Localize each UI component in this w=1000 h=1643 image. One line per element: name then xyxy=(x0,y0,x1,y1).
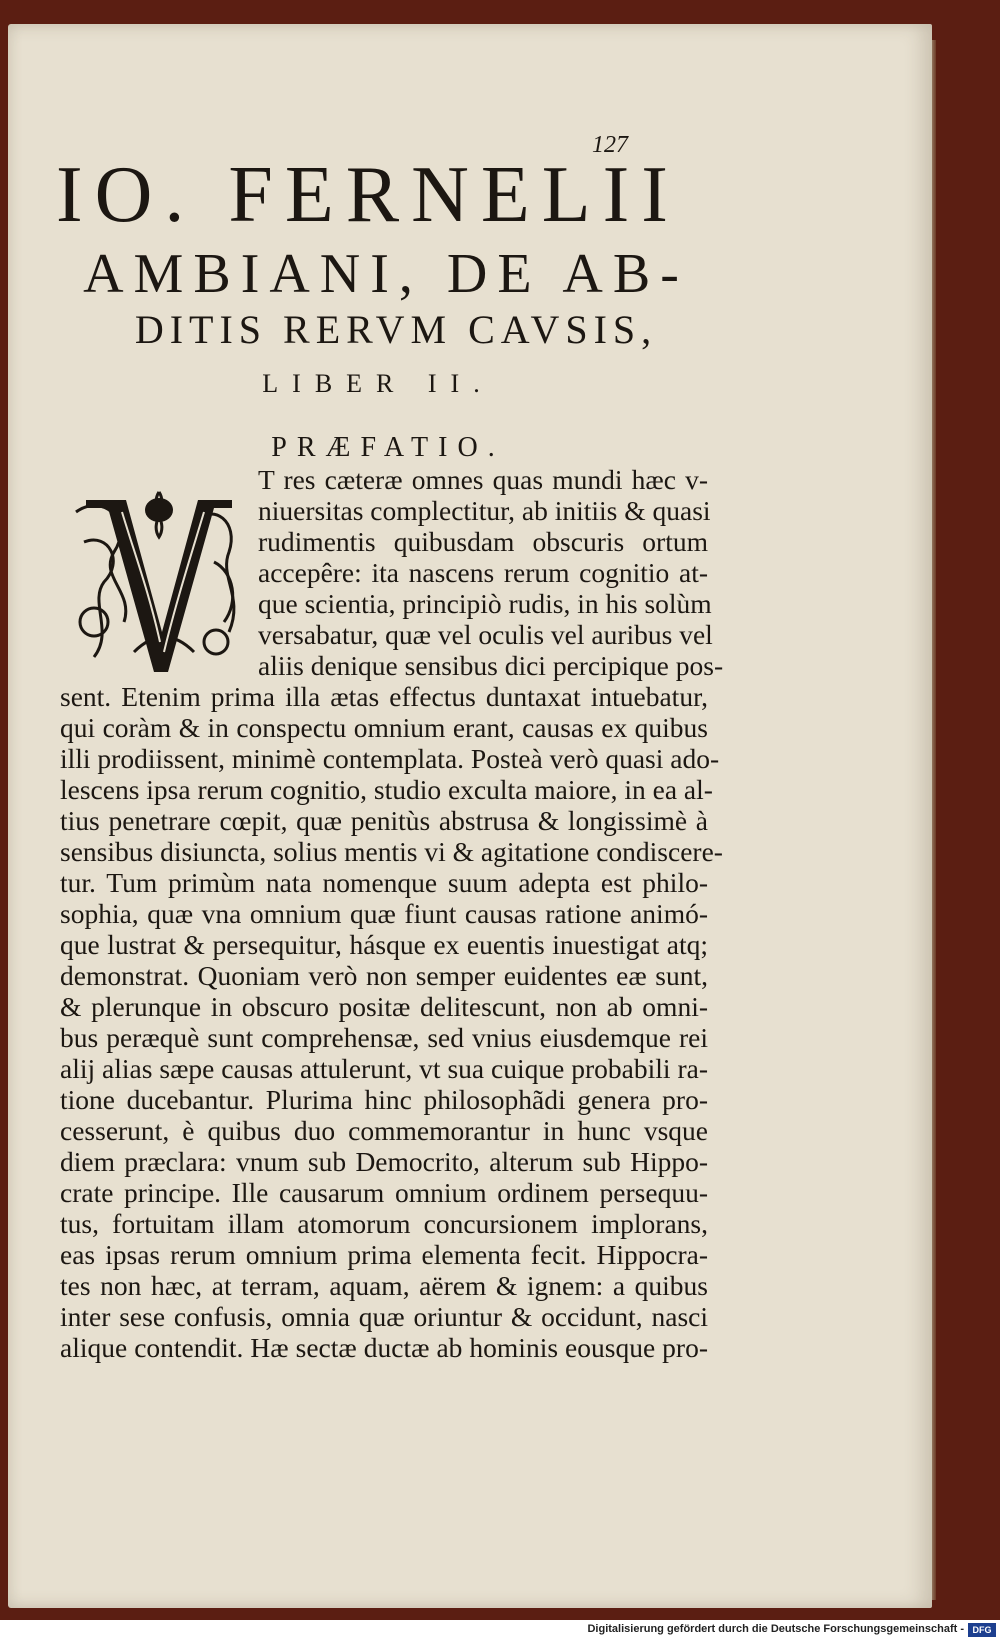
body-line: lescens ipsa rerum cognitio, studio exculta maiore, in ea al- xyxy=(60,774,713,805)
body-line: diem præclara: vnum sub Democrito, alterum sub Hippo- xyxy=(60,1146,708,1177)
body-line: illi prodiissent, minimè contemplata. Posteà verò quasi ado- xyxy=(60,743,720,774)
title-line-2: AMBIANI, DE AB- xyxy=(83,243,689,305)
body-line: crate principe. Ille causarum omnium ordinem persequu- xyxy=(60,1177,708,1208)
funding-notice: Digitalisierung gefördert durch die Deutsche Forschungsgemeinschaft - xyxy=(587,1623,964,1635)
body-line: eas ipsas rerum omnium prima elementa fecit. Hippocra- xyxy=(60,1239,708,1270)
body-line: & plerunque in obscuro positæ delitescunt, non ab omni- xyxy=(60,991,708,1022)
body-line: aliis denique sensibus dici percipique pos- xyxy=(258,650,724,681)
body-line: sensibus disiuncta, solius mentis vi & agitatione condiscere- xyxy=(60,836,723,867)
body-line: cesserunt, è quibus duo commemorantur in hunc vsque xyxy=(60,1115,708,1146)
book-page xyxy=(8,24,932,1608)
body-line: sent. Etenim prima illa ætas effectus duntaxat intuebatur, xyxy=(60,681,708,712)
decorated-initial-v xyxy=(64,482,250,682)
title-line-1: IO. FERNELII xyxy=(56,151,680,239)
body-line: rudimentis quibusdam obscuris ortum xyxy=(258,526,708,557)
body-line: que lustrat & persequitur, hásque ex euentis inuestigat atq; xyxy=(60,929,708,960)
body-line: versabatur, quæ vel oculis vel auribus vel xyxy=(258,619,713,650)
section-heading: PRÆFATIO. xyxy=(271,432,505,463)
body-line: accepêre: ita nascens rerum cognitio at- xyxy=(258,557,708,588)
body-line: tur. Tum primùm nata nomenque suum adepta est philo- xyxy=(60,867,708,898)
body-line: alique contendit. Hæ sectæ ductæ ab hominis eousque pro- xyxy=(60,1332,708,1363)
body-line: bus peræquè sunt comprehensæ, sed vnius eiusdemque rei xyxy=(60,1022,708,1053)
body-line: T res cæteræ omnes quas mundi hæc v- xyxy=(258,464,708,495)
body-line: sophia, quæ vna omnium quæ fiunt causas ratione animó- xyxy=(60,898,708,929)
body-line: demonstrat. Quoniam verò non semper euidentes eæ sunt, xyxy=(60,960,708,991)
title-line-3: DITIS RERVM CAVSIS, xyxy=(134,307,658,352)
body-line: que scientia, principiò rudis, in his solùm xyxy=(258,588,712,619)
body-line: niuersitas complectitur, ab initiis & quasi xyxy=(258,495,711,526)
footer-bar xyxy=(0,1620,1000,1643)
dfg-logo: DFG xyxy=(968,1623,996,1637)
body-line: alij alias sæpe causas attulerunt, vt sua cuique probabili ra- xyxy=(60,1053,708,1084)
page-number: 127 xyxy=(592,132,628,158)
body-line: tius penetrare cœpit, quæ penitùs abstrusa & longissimè à xyxy=(60,805,708,836)
book-number: LIBER II. xyxy=(262,369,494,398)
body-line: tes non hæc, at terram, aquam, aërem & ignem: a quibus xyxy=(60,1270,708,1301)
body-line: tus, fortuitam illam atomorum concursionem implorans, xyxy=(60,1208,708,1239)
body-line: tione ducebantur. Plurima hinc philosophãdi genera pro- xyxy=(60,1084,708,1115)
body-line: qui coràm & in conspectu omnium erant, causas ex quibus xyxy=(60,712,708,743)
body-line: inter sese confusis, omnia quæ oriuntur & occidunt, nasci xyxy=(60,1301,708,1332)
